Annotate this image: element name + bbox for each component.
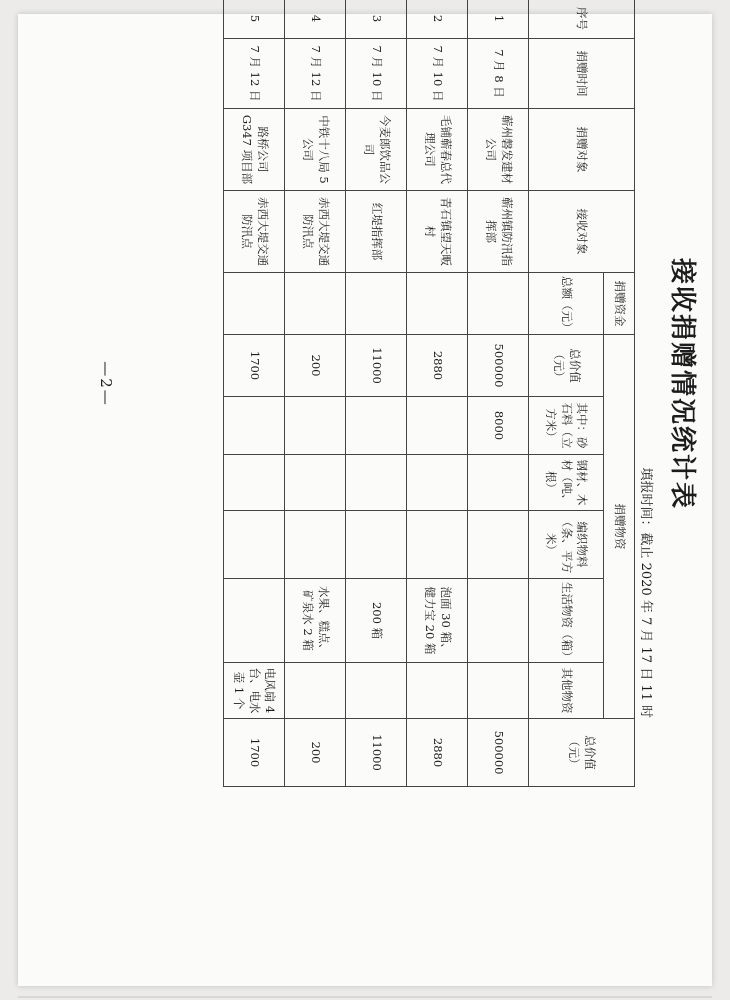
table-row [285, 0, 346, 787]
cell-receiver: 赤西大堤交通防汛点 [285, 191, 346, 273]
header-row-1 [604, 0, 635, 787]
header-seq: 序号 [529, 0, 635, 39]
cell-receiver: 赤西大堤交通防汛点 [224, 191, 285, 273]
cell-goods-value: 2880 [407, 335, 468, 397]
cell-funds [468, 273, 529, 335]
cell-goods-value: 11000 [346, 335, 407, 397]
header-goods-group: 捐赠物资 [604, 335, 635, 719]
cell-fabric [407, 511, 468, 579]
header-other: 其他物资 [529, 663, 604, 719]
cell-donor: 蕲州磐发建材公司 [468, 109, 529, 191]
fill-time: 填报时间：截止 2020 年 7 月 17 日 11 时 [638, 467, 653, 718]
cell-time: 7 月 12 日 [224, 39, 285, 109]
cell-funds [346, 273, 407, 335]
cell-total: 200 [285, 719, 346, 787]
cell-time: 7 月 10 日 [346, 39, 407, 109]
cell-sand [407, 397, 468, 455]
cell-other [468, 663, 529, 719]
cell-total: 11000 [346, 719, 407, 787]
cell-total: 2880 [407, 719, 468, 787]
cell-fabric [346, 511, 407, 579]
cell-steel [468, 455, 529, 511]
cell-living: 200 箱 [346, 579, 407, 663]
header-funds-group: 捐赠资金 [604, 273, 635, 335]
table-row [407, 0, 468, 787]
header-grand-total: 总价值（元） [529, 719, 635, 787]
cell-living: 泡面 30 箱、健力宝 20 箱 [407, 579, 468, 663]
cell-donor: 中铁十八局 5 公司 [285, 109, 346, 191]
cell-seq: 4 [285, 0, 346, 39]
cell-living [468, 579, 529, 663]
cell-goods-value: 500000 [468, 335, 529, 397]
cell-funds [285, 273, 346, 335]
cell-total: 500000 [468, 719, 529, 787]
header-donate-time: 捐赠时间 [529, 39, 635, 109]
cell-time: 7 月 10 日 [407, 39, 468, 109]
cell-donor: 毛铺蕲春总代理公司 [407, 109, 468, 191]
header-fabric: 编织物料（条、平方米） [529, 511, 604, 579]
cell-steel [407, 455, 468, 511]
cell-time: 7 月 8 日 [468, 39, 529, 109]
cell-goods-value: 1700 [224, 335, 285, 397]
cell-other [407, 663, 468, 719]
rotated-document [43, 0, 723, 814]
header-living: 生活物资（箱） [529, 579, 604, 663]
cell-sand [285, 397, 346, 455]
page-number: —2— [97, 361, 115, 407]
cell-receiver: 青石镇望天畈村 [407, 191, 468, 273]
cell-fabric [468, 511, 529, 579]
cell-seq: 5 [224, 0, 285, 39]
table-row [468, 0, 529, 787]
header-steel: 钢材、木材（吨、根） [529, 455, 604, 511]
cell-funds [224, 273, 285, 335]
cell-donor: 路桥公司 G347 项目部 [224, 109, 285, 191]
table-row [224, 0, 285, 787]
cell-seq: 2 [407, 0, 468, 39]
cell-funds [407, 273, 468, 335]
cell-living: 水果、糕点、矿泉水 2 箱 [285, 579, 346, 663]
cell-fabric [224, 511, 285, 579]
cell-other [285, 663, 346, 719]
cell-steel [224, 455, 285, 511]
header-sand: 其中：砂石料（立方米） [529, 397, 604, 455]
cell-total: 1700 [224, 719, 285, 787]
table-row [346, 0, 407, 787]
document-title: 接收捐赠情况统计表 [667, 257, 697, 510]
cell-receiver: 蕲州镇防汛指挥部 [468, 191, 529, 273]
cell-sand [346, 397, 407, 455]
cell-donor: 今麦郎饮品公司 [346, 109, 407, 191]
header-donor: 捐赠对象 [529, 109, 635, 191]
donation-table [223, 0, 635, 787]
header-goods-value: 总价值（元） [529, 335, 604, 397]
cell-sand [224, 397, 285, 455]
cell-goods-value: 200 [285, 335, 346, 397]
cell-steel [346, 455, 407, 511]
cell-other: 电风扇 4 台、电水壶 1 个 [224, 663, 285, 719]
cell-receiver: 红堤指挥部 [346, 191, 407, 273]
header-receiver: 接收对象 [529, 191, 635, 273]
next-page-edge [18, 996, 712, 998]
header-funds-total: 总额（元） [529, 273, 604, 335]
cell-seq: 1 [468, 0, 529, 39]
cell-living [224, 579, 285, 663]
cell-other [346, 663, 407, 719]
cell-time: 7 月 12 日 [285, 39, 346, 109]
cell-seq: 3 [346, 0, 407, 39]
cell-steel [285, 455, 346, 511]
cell-fabric [285, 511, 346, 579]
cell-sand: 8000 [468, 397, 529, 455]
